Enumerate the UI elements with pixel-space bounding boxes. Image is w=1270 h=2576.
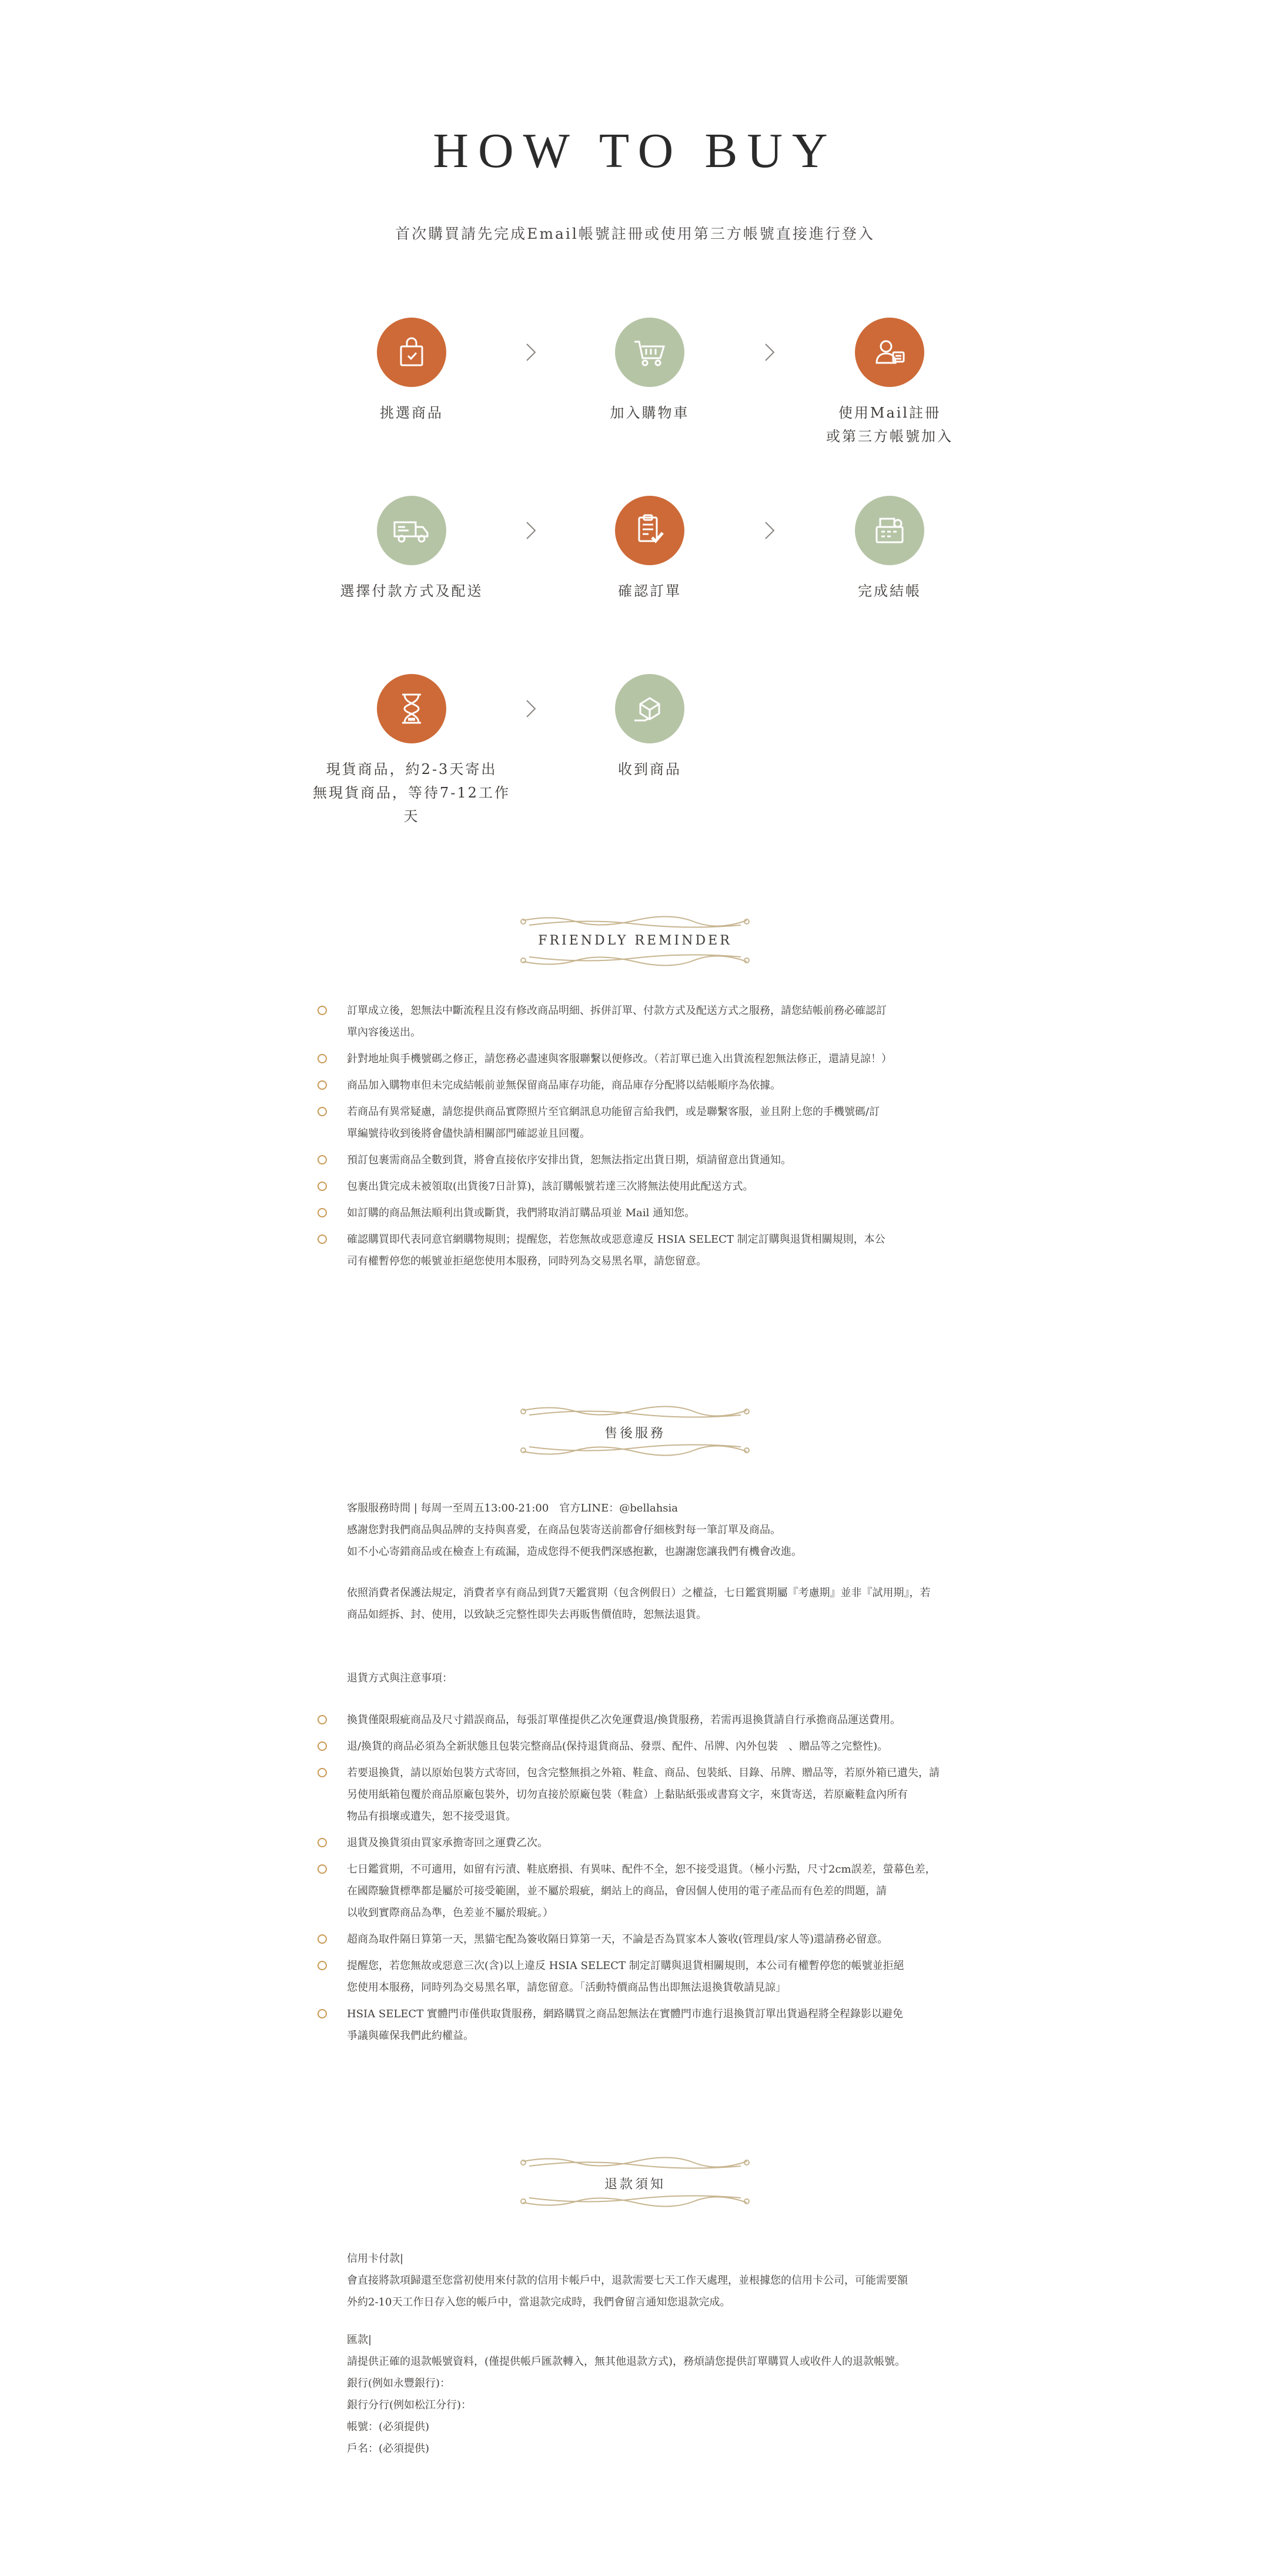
list-item-text: 確認購買即代表同意官網購物規則；提醒您，若您無故或惡意違反 HSIA SELECT 制定訂購與退貨相關規則，本公 (347, 1233, 885, 1246)
shopping-cart-icon (615, 318, 684, 387)
return-policy-title: 退貨方式與注意事項： (347, 1672, 453, 1684)
chevron-right-icon (522, 341, 540, 366)
circle-bullet-icon (317, 1838, 327, 1847)
credit-card-text (347, 2270, 952, 2313)
users-icon (855, 318, 924, 387)
cash-register-icon (855, 496, 924, 565)
list-item (317, 1832, 952, 1854)
list-item-text: 退/換貨的商品必須為全新狀態且包裝完整商品(保持退貨商品、發票、配件、吊牌、內外包裝 、贈品等之完整性)。 (347, 1740, 888, 1753)
list-item (317, 1858, 952, 1924)
package-hand-icon (615, 674, 684, 743)
circle-bullet-icon (317, 1054, 327, 1063)
list-item (317, 1955, 952, 1998)
list-item (317, 1202, 952, 1224)
step-label: 加入購物車 (610, 405, 690, 421)
list-item-text: 物品有損壞或遺失，恕不接受退貨。 (347, 1810, 516, 1823)
text-line: 商品如經拆、封、使用，以致缺乏完整性即失去再販售價值時，恕無法退貨。 (347, 1609, 707, 1621)
step-label: 完成結帳 (858, 583, 921, 599)
list-item (317, 1736, 952, 1757)
circle-bullet-icon (317, 1107, 327, 1116)
list-item-text: 司有權暫停您的帳號並拒絕您使用本服務，同時列為交易黑名單，請您留意。 (347, 1255, 707, 1267)
circle-bullet-icon (317, 1741, 327, 1751)
after-sales-paragraph-2 (347, 1582, 952, 1626)
circle-bullet-icon (317, 1864, 327, 1874)
list-item-text: 商品加入購物車但未完成結帳前並無保留商品庫存功能，商品庫存分配將以結帳順序為依據。 (347, 1079, 781, 1092)
list-item-text: 退貨及換貨須由買家承擔寄回之運費乙次。 (347, 1837, 548, 1849)
text-line: 戶名：(必須提供) (347, 2442, 430, 2455)
step-label: 現貨商品，約2-3天寄出 無現貨商品，等待7-12工作天 (313, 761, 510, 825)
clipboard-check-icon (615, 496, 684, 565)
list-item-text: 若要退換貨，請以原始包裝方式寄回，包含完整無損之外箱、鞋盒、商品、包裝紙、目錄、吊牌、贈品等，若原外箱已遺失，請 (347, 1767, 940, 1779)
circle-bullet-icon (317, 1234, 327, 1244)
step-7 (306, 674, 517, 828)
text-line: 帳號：(必須提供) (347, 2421, 430, 2433)
page-subtitle: 首次購買請先完成Email帳號註冊或使用第三方帳號直接進行登入 (395, 225, 875, 242)
chevron-right-icon (522, 697, 540, 723)
list-item-text: HSIA SELECT 實體門市僅供取貨服務，網路購買之商品恕無法在實體門市進行退換貨訂單出貨過程將全程錄影以避免 (347, 2008, 903, 2020)
list-item (317, 1048, 952, 1070)
list-item-text: 在國際驗貨標準都是屬於可接受範圍，並不屬於瑕疵，網站上的商品，會因個人使用的電子產品而有色差的問題，請 (347, 1885, 887, 1897)
list-item-text: 訂單成立後，恕無法中斷流程且沒有修改商品明細、拆併訂單、付款方式及配送方式之服務，請您結帳前務必確認訂 (347, 1005, 887, 1017)
list-item (317, 1709, 952, 1731)
delivery-truck-icon (377, 496, 446, 565)
list-item-text: 包裹出貨完成未被領取(出貨後7日計算)，該訂購帳號若達三次將無法使用此配送方式。 (347, 1180, 754, 1193)
shopping-bag-icon (377, 318, 446, 387)
list-item-text: 換貨僅限瑕疵商品及尺寸錯誤商品，每張訂單僅提供乙次免運費退/換貨服務，若需再退換貨請自行承擔商品運送費用。 (347, 1714, 901, 1726)
list-item (317, 1101, 952, 1144)
circle-bullet-icon (317, 1208, 327, 1217)
list-item (317, 2003, 952, 2047)
refund-title: 退款須知 (604, 2177, 666, 2192)
step-5 (544, 496, 756, 603)
list-item-text: 提醒您，若您無故或惡意三次(含)以上違反 HSIA SELECT 制定訂購與退貨相關規則，本公司有權暫停您的帳號並拒絕 (347, 1960, 904, 1972)
circle-bullet-icon (317, 1934, 327, 1944)
circle-bullet-icon (317, 1080, 327, 1090)
transfer-text (347, 2351, 952, 2460)
reminder-title: FRIENDLY REMINDER (538, 933, 732, 948)
list-item (317, 1075, 952, 1096)
text-line: 請提供正確的退款帳號資料，(僅提供帳戶匯款轉入，無其他退款方式)，務煩請您提供訂單購買人或收件人的退款帳號。 (347, 2355, 906, 2368)
list-item-text: 以收到實際商品為準，色差並不屬於瑕疵。） (347, 1907, 553, 1919)
list-item-text: 針對地址與手機號碼之修正，請您務必盡速與客服聯繫以便修改。（若訂單已進入出貨流程恕無法修正，還請見諒！） (347, 1053, 892, 1065)
step-8 (544, 674, 756, 781)
list-item (317, 1762, 952, 1827)
step-label: 使用Mail註冊 或第三方帳號加入 (826, 405, 953, 445)
step-label: 選擇付款方式及配送 (340, 583, 483, 599)
step-label: 挑選商品 (380, 405, 443, 421)
text-line: 如不小心寄錯商品或在檢查上有疏漏，造成您得不便我們深感抱歉，也謝謝您讓我們有機會改進。 (347, 1546, 802, 1558)
list-item-text: 七日鑑賞期，不可適用，如留有污漬、鞋底磨損、有異味、配件不全，恕不接受退貨。（極小污點，尺寸2cm誤差，螢幕色差， (347, 1863, 936, 1876)
text-line: 銀行分行(例如松江分行)： (347, 2399, 472, 2411)
return-policy-list (317, 1709, 952, 2051)
after-sales-paragraph-1 (347, 1519, 952, 1563)
list-item (317, 1000, 952, 1043)
credit-card-title: 信用卡付款| (347, 2253, 404, 2265)
list-item (317, 1176, 952, 1197)
reminder-list (317, 1000, 952, 1277)
step-label: 收到商品 (618, 761, 681, 778)
list-item-text: 預訂包裹需商品全數到貨，將會直接依序安排出貨，恕無法指定出貨日期，煩請留意出貨通知。 (347, 1154, 791, 1166)
chevron-right-icon (522, 519, 540, 545)
circle-bullet-icon (317, 1182, 327, 1191)
transfer-title: 匯款| (347, 2334, 372, 2346)
page-title: HOW TO BUY (433, 124, 837, 178)
step-4 (306, 496, 517, 603)
list-item-text: 您使用本服務，同時列為交易黑名單，請您留意。「活動特價商品售出即無法退換貨敬請見諒」 (347, 1981, 786, 1994)
step-6 (784, 496, 995, 603)
list-item (317, 1928, 952, 1950)
circle-bullet-icon (317, 1155, 327, 1164)
list-item-text: 若商品有異常疑慮，請您提供商品實際照片至官網訊息功能留言給我們，或是聯繫客服，並且附上您的手機號碼/訂 (347, 1106, 880, 1118)
list-item-text: 單編號待收到後將會儘快請相關部門確認並且回覆。 (347, 1127, 590, 1140)
circle-bullet-icon (317, 1961, 327, 1970)
list-item-text: 爭議與確保我們此約權益。 (347, 2030, 474, 2042)
list-item-text: 超商為取件隔日算第一天，黑貓宅配為簽收隔日算第一天，不論是否為買家本人簽收(管理員/家人等)還請務必留意。 (347, 1933, 888, 1946)
chevron-right-icon (761, 341, 778, 366)
list-item-text: 單內容後送出。 (347, 1026, 421, 1039)
step-2 (544, 318, 756, 425)
chevron-right-icon (761, 519, 778, 545)
step-3 (784, 318, 995, 448)
text-line: 感謝您對我們商品與品牌的支持與喜愛，在商品包裝寄送前都會仔細核對每一筆訂單及商品。 (347, 1524, 781, 1536)
list-item-text: 另使用紙箱包覆於商品原廠包裝外，切勿直接於原廠包裝（鞋盒）上黏貼紙張或書寫文字，來貨寄送，若原廠鞋盒內所有 (347, 1788, 908, 1801)
text-line: 依照消費者保護法規定，消費者享有商品到貨7天鑑賞期（包含例假日）之權益，七日鑑賞期屬『考慮期』並非『試用期』，若 (347, 1587, 931, 1599)
step-label: 確認訂單 (618, 583, 681, 599)
circle-bullet-icon (317, 1006, 327, 1015)
circle-bullet-icon (317, 1715, 327, 1724)
list-item-text: 如訂購的商品無法順利出貨或斷貨，我們將取消訂購品項並 Mail 通知您。 (347, 1207, 696, 1219)
service-hours: 客服服務時間 | 每周一至周五13:00-21:00 官方LINE：@bellahsia (347, 1502, 679, 1514)
after-sales-title: 售後服務 (604, 1426, 666, 1441)
list-item (317, 1229, 952, 1272)
circle-bullet-icon (317, 2009, 327, 2018)
list-item (317, 1149, 952, 1171)
step-1 (306, 318, 517, 425)
text-line: 銀行(例如永豐銀行)： (347, 2377, 451, 2390)
text-line: 外約2-10天工作日存入您的帳戶中，當退款完成時，我們會留言通知您退款完成。 (347, 2296, 731, 2308)
hourglass-icon (377, 674, 446, 743)
text-line: 會直接將款項歸還至您當初使用來付款的信用卡帳戶中，退款需要七天工作天處理，並根據您的信用卡公司，可能需要額 (347, 2274, 908, 2287)
circle-bullet-icon (317, 1768, 327, 1777)
